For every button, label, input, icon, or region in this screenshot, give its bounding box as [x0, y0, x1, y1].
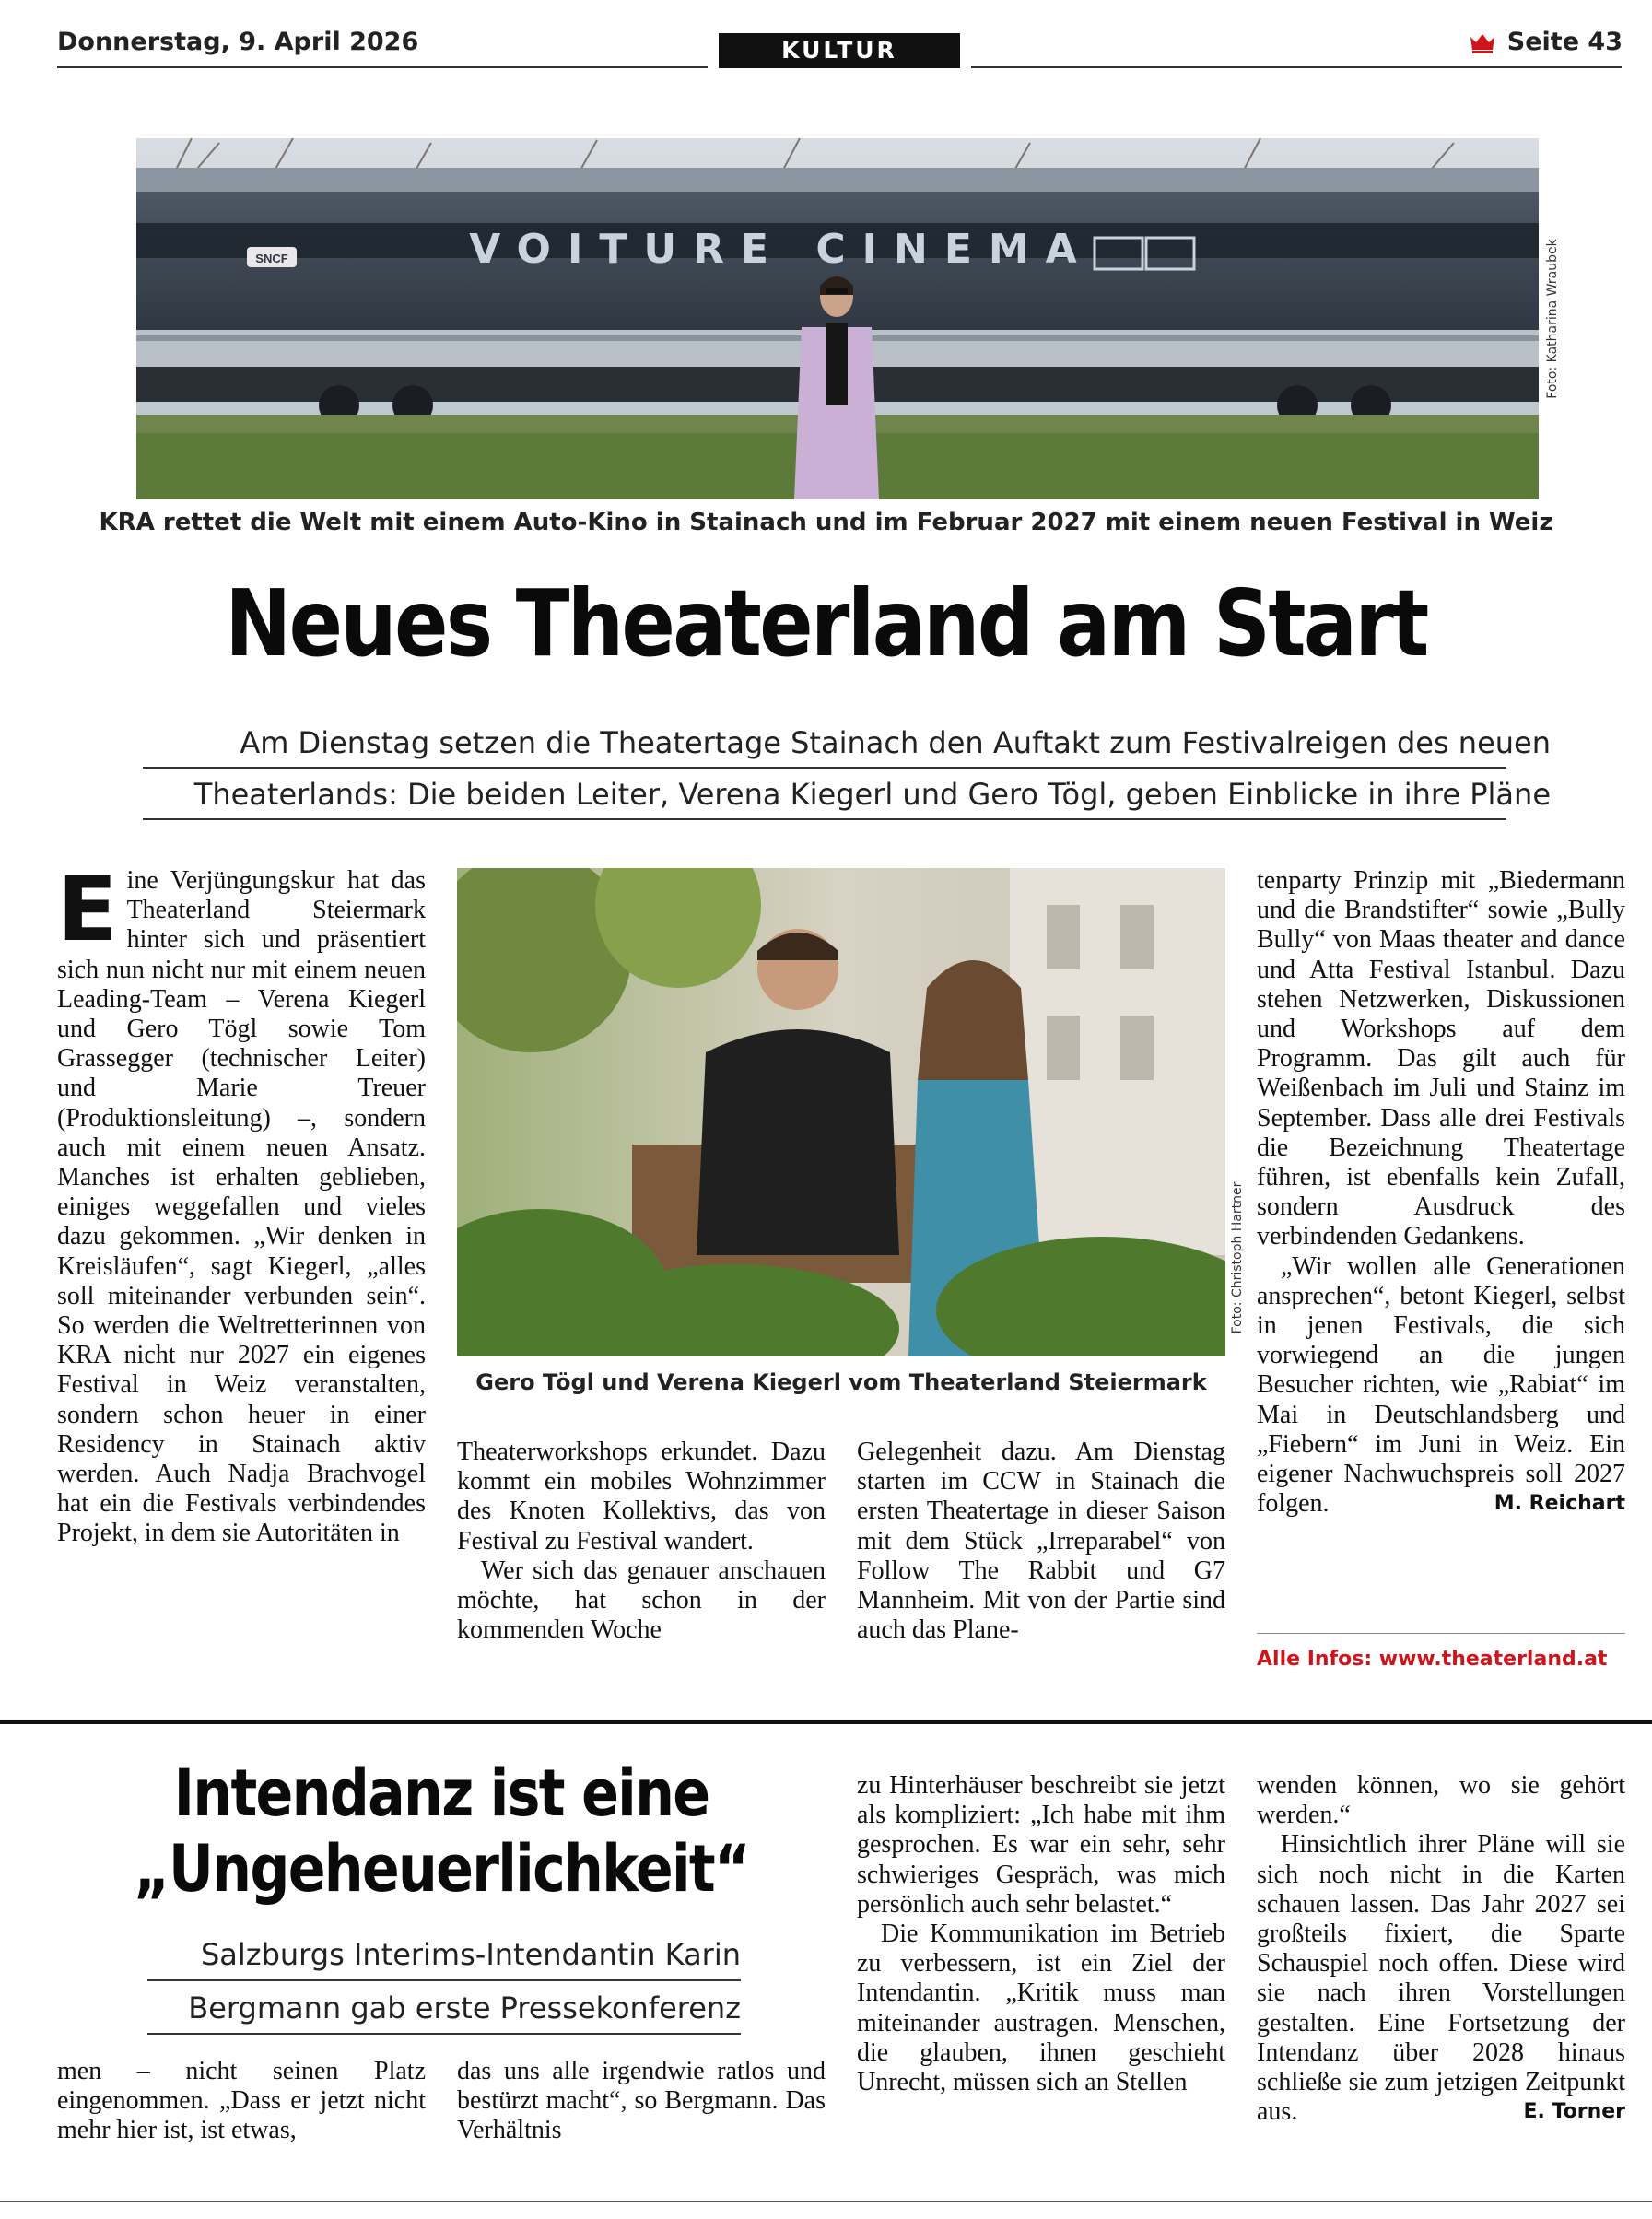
author-signature: M. Reichart [1494, 1492, 1625, 1516]
article-paragraph-text: „Wir wollen alle Generationen ansprechen“, betont Kiegerl, selbst in jenen Festivals, die sich vorwiegend an die jungen Besucher richten, wie „Rabiat“ im Mai in Deutschlandsberg und „Fiebern“ im Juni in Weiz. Ein eigener Nachwuchspreis soll 2027 folgen. [1257, 1251, 1625, 1519]
author-signature: E. Torner [1523, 2100, 1625, 2124]
subheadline-rule-2 [143, 818, 1506, 820]
crown-icon [1469, 31, 1496, 53]
article-paragraph-text: Hinsichtlich ihrer Pläne will sie sich noch nicht in die Karten schauen lassen. Das Jahr 2027 sei großteils fixiert, die Sparte Schauspiel noch offen. Diese wird sie nach ihren Vorstellungen gestalten. Eine Fortsetzung der Intendanz über 2028 hinaus schließe sie zum jetzigen Zeitpunkt aus. [1257, 1830, 1625, 2127]
article-paragraph: zu Hinterhäuser beschreibt sie jetzt als kompliziert: „Ich habe mit ihm gesprochen. Es war ein sehr, sehr schwieriges Gespräch, was mich persönlich auch sehr belastet.“ [857, 1771, 1225, 1919]
photo-credit-top-text: Foto: Katharina Wraubek [1545, 239, 1560, 399]
article-2-column-3 [857, 1771, 1225, 2097]
photo-caption-top: KRA rettet die Welt mit einem Auto-Kino in Stainach und im Februar 2027 mit einem neuen Festival in Weiz [99, 509, 1553, 536]
section-label: KULTUR [719, 33, 960, 68]
header-rule-right [971, 66, 1622, 68]
drop-cap: E [57, 858, 118, 961]
article-paragraph: Die Kommunikation im Betrieb zu verbessern, ist ein Ziel der Intendantin. „Kritik muss man miteinander austragen. Menschen, die glauben, ihnen geschieht Unrecht, müssen sich an Stellen [857, 1920, 1225, 2097]
article-paragraph: Theaterworkshops erkundet. Dazu kommt ein mobiles Wohnzimmer des Knoten Kollektivs, das von Festival zu Festival wandert. [457, 1438, 826, 1556]
article-column-1 [57, 858, 426, 1549]
bottom-rule [0, 2201, 1652, 2202]
page-date: Donnerstag, 9. April 2026 [57, 28, 419, 56]
info-link[interactable]: Alle Infos: www.theaterland.at [1257, 1648, 1608, 1671]
headline: Neues Theaterland am Start [225, 569, 1427, 677]
article-2-column-2 [457, 2057, 826, 2146]
article-column-3 [857, 1438, 1225, 1645]
article-paragraph: das uns alle irgendwie ratlos und bestürzt macht“, so Bergmann. Das Verhältnis [457, 2057, 826, 2145]
page-number-text: Seite 43 [1506, 28, 1623, 56]
article-paragraph: wenden können, wo sie gehört werden.“ [1257, 1771, 1625, 1830]
leaders-photo-graphic [457, 868, 1225, 1356]
subheadline-rule-1 [143, 767, 1506, 769]
subheadline-line-1: Am Dienstag setzen die Theatertage Stainach den Auftakt zum Festivalreigen des neuen [240, 725, 1551, 760]
subheadline-2-rule-2 [147, 2033, 741, 2035]
sncf-logo-text: SNCF [255, 252, 288, 265]
article-paragraph [1257, 1830, 1625, 2127]
train-photo-graphic [136, 138, 1539, 499]
article-paragraph: tenparty Prinzip mit „Biedermann und die Brandstifter“ sowie „Bully Bully“ von Maas theater and dance und Atta Festival Istanbul. Dazu stehen Netzwerken, Diskussionen und Workshops auf dem Programm. Das gilt auch für Weißenbach im Juli und Stainz im September. Dass alle drei Festivals die Bezeichnung Theatertage führen, ist ebenfalls kein Zufall, sondern Ausdruck des verbindenden Gedankens. [1257, 866, 1625, 1251]
article-column-2 [457, 1438, 826, 1645]
headline-2-line-2: „Ungeheuerlichkeit“ [134, 1831, 749, 1907]
voiture-cinema-sign: VOITURE CINEMA [469, 226, 1094, 273]
article-paragraph: ine Verjüngungskur hat das Theaterland Steiermark hinter sich und präsentiert sich nun nicht nur mit einem neuen Leading-Team – Verena Kiegerl und Gero Tögl sowie Tom Grassegger (technischer Leiter) und Marie Treuer (Produktionsleitung) –, sondern auch mit einem neuen Ansatz. Manches ist erhalten geblieben, einiges weggefallen und vieles dazu gekommen. „Wir denken in Kreisläufen“, sagt Kiegerl, „alles soll miteinander verbunden sein“. So werden die Weltretterinnen von KRA nicht nur 2027 ein eigenes Festival in Weiz veranstalten, sondern schon heuer in einer Residency in Stainach aktiv werden. Auch Nadja Brachvogel hat ein die Festivals verbindendes Projekt, in dem sie Autoritäten in [57, 866, 426, 1548]
subheadline-2-rule-1 [147, 1979, 741, 1981]
page-number [1469, 28, 1623, 56]
article-2-column-1 [57, 2057, 426, 2146]
photo-caption-mid: Gero Tögl und Verena Kiegerl vom Theaterland Steiermark [475, 1369, 1207, 1395]
article-paragraph: men – nicht seinen Platz eingenommen. „Dass er jetzt nicht mehr hier ist, ist etwas, [57, 2057, 426, 2145]
article-separator [0, 1720, 1652, 1724]
article-2-column-4 [1257, 1771, 1625, 2127]
subheadline-2-line-1: Salzburgs Interims-Intendantin Karin [200, 1937, 741, 1972]
subheadline-2-line-2: Bergmann gab erste Pressekonferenz [188, 1990, 741, 2025]
headline-2-line-1: Intendanz ist eine [173, 1755, 709, 1831]
photo-credit-mid-text: Foto: Christoph Hartner [1230, 1181, 1245, 1334]
info-rule [1257, 1633, 1625, 1634]
article-paragraph: Wer sich das genauer anschauen möchte, hat schon in der kommenden Woche [457, 1556, 826, 1645]
leaders-photo [457, 868, 1225, 1356]
photo-credit-mid [1228, 1161, 1247, 1355]
photo-credit-top [1542, 138, 1563, 499]
article-column-4 [1257, 866, 1625, 1519]
train-photo [136, 138, 1539, 499]
article-paragraph [1257, 1252, 1625, 1520]
headline-2 [111, 1755, 771, 1907]
subheadline-line-2: Theaterlands: Die beiden Leiter, Verena Kiegerl und Gero Tögl, geben Einblicke in ihre Pläne [193, 777, 1551, 812]
article-paragraph: Gelegenheit dazu. Am Dienstag starten im CCW in Stainach die ersten Theatertage in dieser Saison mit dem Stück „Irreparabel“ von Follow The Rabbit und G7 Mannheim. Mit von der Partie sind auch das Plane- [857, 1438, 1225, 1645]
header-rule-left [57, 66, 708, 68]
